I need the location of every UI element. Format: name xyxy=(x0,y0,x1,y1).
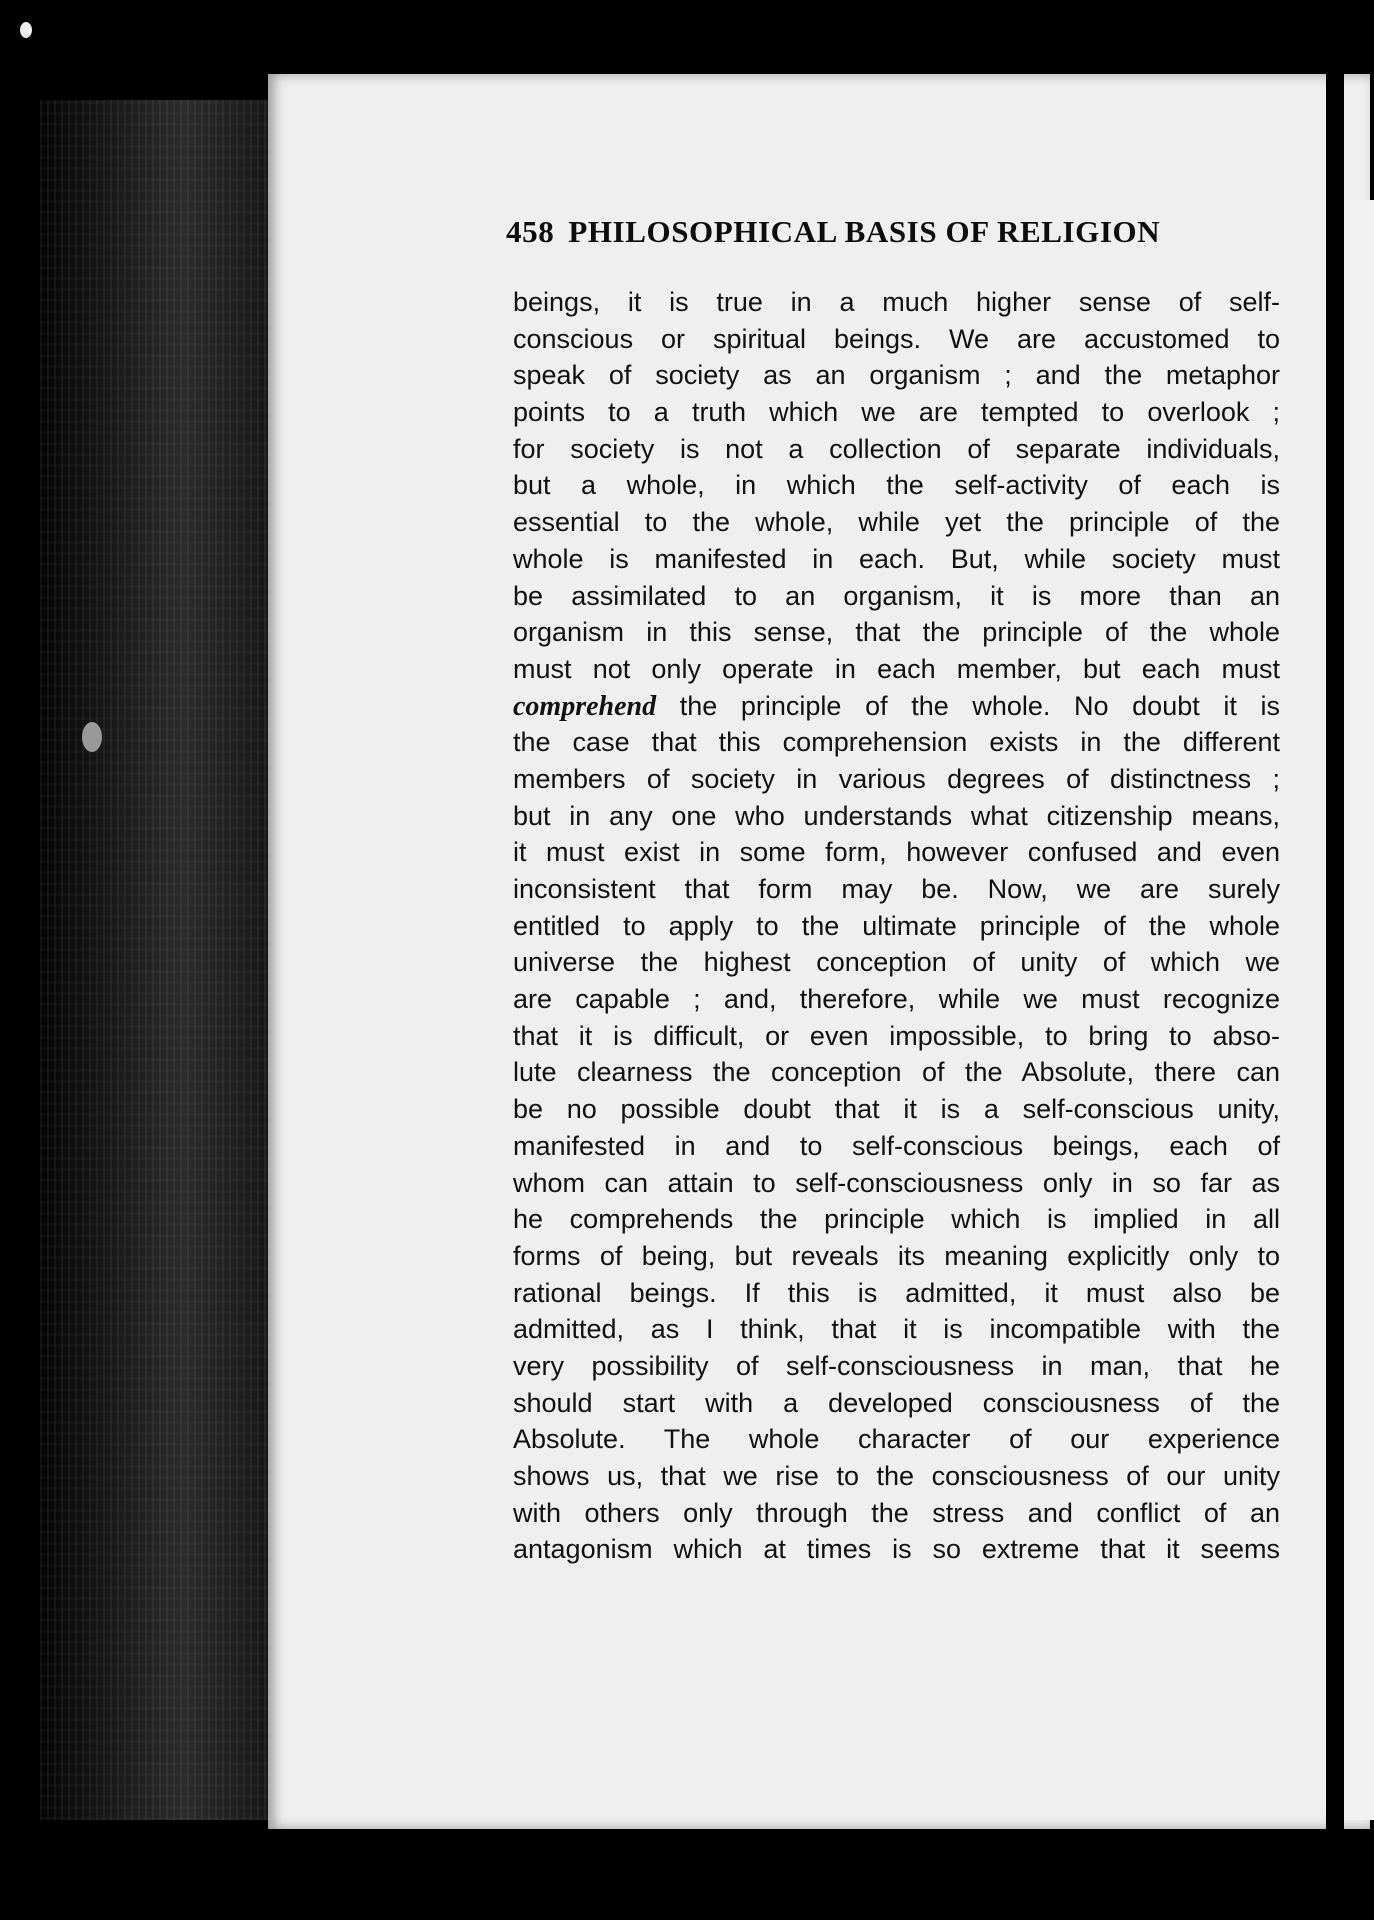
text-line: the case that this comprehension exists in the different xyxy=(513,727,1280,758)
text-line: speak of society as an organism ; and the metaphor xyxy=(513,360,1280,391)
text-line: should start with a developed consciousness of the xyxy=(513,1387,1280,1418)
text-line-with-italic xyxy=(513,688,1280,725)
text-line: antagonism which at times is so extreme that it seems xyxy=(513,1534,1280,1565)
text-line: universe the highest conception of unity of which we xyxy=(513,947,1280,978)
book-binding xyxy=(40,100,280,1820)
text-line: admitted, as I think, that it is incompatible with the xyxy=(513,1314,1280,1345)
text-line: rational beings. If this is admitted, it must also be xyxy=(513,1277,1280,1308)
text-line: be assimilated to an organism, it is more than an xyxy=(513,580,1280,611)
text-line: but in any one who understands what citizenship means, xyxy=(513,800,1280,831)
text-line: for society is not a collection of separate individuals, xyxy=(513,433,1280,464)
text-line: whole is manifested in each. But, while society must xyxy=(513,543,1280,574)
dust-speck xyxy=(20,22,32,38)
text-line: organism in this sense, that the principle of the whole xyxy=(513,617,1280,648)
text-line: be no possible doubt that it is a self-conscious unity, xyxy=(513,1094,1280,1125)
page-number: 458 xyxy=(506,214,555,249)
text-line: members of society in various degrees of distinctness ; xyxy=(513,763,1280,794)
text-line: he comprehends the principle which is implied in all xyxy=(513,1204,1280,1235)
text-line: whom can attain to self-consciousness only in so far as xyxy=(513,1167,1280,1198)
text-line: Absolute. The whole character of our experience xyxy=(513,1424,1280,1455)
text-line: conscious or spiritual beings. We are accustomed to xyxy=(513,323,1280,354)
text-line: shows us, that we rise to the consciousness of our unity xyxy=(513,1461,1280,1491)
text-line: essential to the whole, while yet the principle of the xyxy=(513,507,1280,538)
text-line: points to a truth which we are tempted to overlook ; xyxy=(513,397,1280,428)
dust-speck xyxy=(82,722,102,752)
text-line: are capable ; and, therefore, while we must recognize xyxy=(513,984,1280,1015)
text-line-rest: the principle of the whole. No doubt it is xyxy=(679,690,1280,721)
next-page-sliver xyxy=(1344,200,1374,1820)
text-line: forms of being, but reveals its meaning explicitly only to xyxy=(513,1240,1280,1271)
text-line: lute clearness the conception of the Absolute, there can xyxy=(513,1057,1280,1088)
text-line: but a whole, in which the self-activity of each is xyxy=(513,470,1280,501)
text-line: that it is difficult, or even impossible, to bring to abso- xyxy=(513,1020,1280,1051)
text-line: with others only through the stress and conflict of an xyxy=(513,1497,1280,1528)
text-line: must not only operate in each member, but each must xyxy=(513,653,1280,684)
text-line: inconsistent that form may be. Now, we are surely xyxy=(513,874,1280,904)
text-line: very possibility of self-consciousness in man, that he xyxy=(513,1350,1280,1381)
text-line: beings, it is true in a much higher sense of self- xyxy=(513,287,1280,317)
running-head xyxy=(506,214,1266,250)
text-line: it must exist in some form, however confused and even xyxy=(513,837,1280,868)
text-line: entitled to apply to the ultimate principle of the whole xyxy=(513,910,1280,941)
text-line: manifested in and to self-conscious beings, each of xyxy=(513,1130,1280,1161)
running-head-title: PHILOSOPHICAL BASIS OF RELIGION xyxy=(568,214,1161,249)
body-text xyxy=(513,284,1280,1568)
italic-word: comprehend xyxy=(513,690,657,722)
page-edge-shadow xyxy=(1326,60,1344,1850)
